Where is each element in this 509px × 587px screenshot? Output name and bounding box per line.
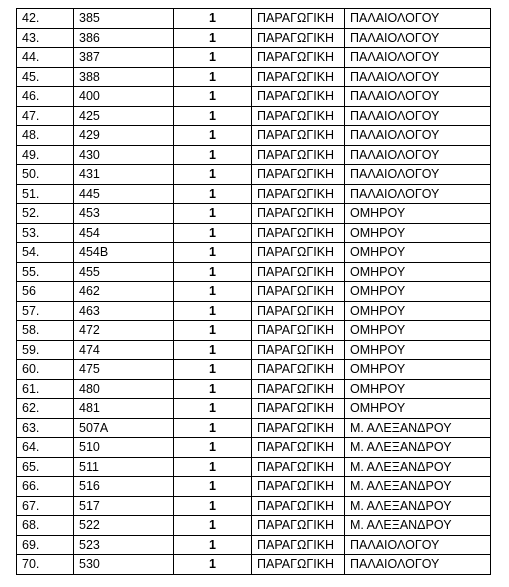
property-code-cell: 516 <box>74 477 174 497</box>
count-cell: 1 <box>174 379 252 399</box>
property-code-cell: 510 <box>74 438 174 458</box>
street-cell: ΠΑΛΑΙΟΛΟΓΟΥ <box>345 145 491 165</box>
table-row <box>17 282 491 302</box>
table-row <box>17 165 491 185</box>
table-row <box>17 87 491 107</box>
property-code-cell: 522 <box>74 516 174 536</box>
table-row <box>17 223 491 243</box>
use-type-cell: ΠΑΡΑΓΩΓΙΚΗ <box>252 340 345 360</box>
street-cell: ΠΑΛΑΙΟΛΟΓΟΥ <box>345 106 491 126</box>
count-cell: 1 <box>174 438 252 458</box>
street-cell: ΟΜΗΡΟΥ <box>345 223 491 243</box>
row-number-cell: 57. <box>17 301 74 321</box>
row-number-cell: 48. <box>17 126 74 146</box>
count-cell: 1 <box>174 516 252 536</box>
street-cell: ΠΑΛΑΙΟΛΟΓΟΥ <box>345 555 491 575</box>
table-row <box>17 48 491 68</box>
count-cell: 1 <box>174 457 252 477</box>
property-code-cell: 454Β <box>74 243 174 263</box>
row-number-cell: 60. <box>17 360 74 380</box>
table-row <box>17 418 491 438</box>
row-number-cell: 42. <box>17 9 74 29</box>
count-cell: 1 <box>174 165 252 185</box>
count-cell: 1 <box>174 243 252 263</box>
table-row <box>17 321 491 341</box>
use-type-cell: ΠΑΡΑΓΩΓΙΚΗ <box>252 67 345 87</box>
use-type-cell: ΠΑΡΑΓΩΓΙΚΗ <box>252 9 345 29</box>
street-cell: ΟΜΗΡΟΥ <box>345 340 491 360</box>
street-cell: Μ. ΑΛΕΞΑΝΔΡΟΥ <box>345 477 491 497</box>
row-number-cell: 51. <box>17 184 74 204</box>
street-cell: Μ. ΑΛΕΞΑΝΔΡΟΥ <box>345 418 491 438</box>
property-code-cell: 388 <box>74 67 174 87</box>
table-row <box>17 360 491 380</box>
row-number-cell: 50. <box>17 165 74 185</box>
property-code-cell: 386 <box>74 28 174 48</box>
table-row <box>17 28 491 48</box>
street-cell: ΟΜΗΡΟΥ <box>345 301 491 321</box>
use-type-cell: ΠΑΡΑΓΩΓΙΚΗ <box>252 301 345 321</box>
count-cell: 1 <box>174 48 252 68</box>
use-type-cell: ΠΑΡΑΓΩΓΙΚΗ <box>252 126 345 146</box>
street-cell: ΟΜΗΡΟΥ <box>345 262 491 282</box>
row-number-cell: 54. <box>17 243 74 263</box>
street-cell: ΠΑΛΑΙΟΛΟΓΟΥ <box>345 126 491 146</box>
row-number-cell: 44. <box>17 48 74 68</box>
row-number-cell: 52. <box>17 204 74 224</box>
count-cell: 1 <box>174 204 252 224</box>
use-type-cell: ΠΑΡΑΓΩΓΙΚΗ <box>252 87 345 107</box>
street-cell: ΟΜΗΡΟΥ <box>345 321 491 341</box>
document-table <box>16 8 491 575</box>
street-cell: ΠΑΛΑΙΟΛΟΓΟΥ <box>345 9 491 29</box>
property-code-cell: 453 <box>74 204 174 224</box>
table-row <box>17 379 491 399</box>
street-cell: ΟΜΗΡΟΥ <box>345 379 491 399</box>
table-body <box>17 9 491 575</box>
row-number-cell: 45. <box>17 67 74 87</box>
count-cell: 1 <box>174 399 252 419</box>
use-type-cell: ΠΑΡΑΓΩΓΙΚΗ <box>252 28 345 48</box>
use-type-cell: ΠΑΡΑΓΩΓΙΚΗ <box>252 184 345 204</box>
property-code-cell: 463 <box>74 301 174 321</box>
street-cell: ΟΜΗΡΟΥ <box>345 282 491 302</box>
table-row <box>17 145 491 165</box>
row-number-cell: 56 <box>17 282 74 302</box>
property-code-cell: 481 <box>74 399 174 419</box>
use-type-cell: ΠΑΡΑΓΩΓΙΚΗ <box>252 145 345 165</box>
property-code-cell: 431 <box>74 165 174 185</box>
use-type-cell: ΠΑΡΑΓΩΓΙΚΗ <box>252 262 345 282</box>
use-type-cell: ΠΑΡΑΓΩΓΙΚΗ <box>252 555 345 575</box>
use-type-cell: ΠΑΡΑΓΩΓΙΚΗ <box>252 399 345 419</box>
table-row <box>17 106 491 126</box>
property-code-cell: 429 <box>74 126 174 146</box>
table-row <box>17 262 491 282</box>
table-row <box>17 301 491 321</box>
property-code-cell: 385 <box>74 9 174 29</box>
table-row <box>17 516 491 536</box>
use-type-cell: ΠΑΡΑΓΩΓΙΚΗ <box>252 204 345 224</box>
property-code-cell: 511 <box>74 457 174 477</box>
count-cell: 1 <box>174 301 252 321</box>
use-type-cell: ΠΑΡΑΓΩΓΙΚΗ <box>252 418 345 438</box>
count-cell: 1 <box>174 126 252 146</box>
table-row <box>17 496 491 516</box>
count-cell: 1 <box>174 67 252 87</box>
count-cell: 1 <box>174 223 252 243</box>
property-code-cell: 454 <box>74 223 174 243</box>
count-cell: 1 <box>174 28 252 48</box>
table-row <box>17 243 491 263</box>
street-cell: ΠΑΛΑΙΟΛΟΓΟΥ <box>345 67 491 87</box>
street-cell: ΟΜΗΡΟΥ <box>345 399 491 419</box>
table-row <box>17 340 491 360</box>
property-code-cell: 387 <box>74 48 174 68</box>
row-number-cell: 64. <box>17 438 74 458</box>
row-number-cell: 63. <box>17 418 74 438</box>
property-code-cell: 517 <box>74 496 174 516</box>
count-cell: 1 <box>174 282 252 302</box>
street-cell: ΠΑΛΑΙΟΛΟΓΟΥ <box>345 535 491 555</box>
use-type-cell: ΠΑΡΑΓΩΓΙΚΗ <box>252 243 345 263</box>
row-number-cell: 55. <box>17 262 74 282</box>
property-code-cell: 523 <box>74 535 174 555</box>
count-cell: 1 <box>174 555 252 575</box>
row-number-cell: 69. <box>17 535 74 555</box>
count-cell: 1 <box>174 477 252 497</box>
table-row <box>17 477 491 497</box>
property-code-cell: 475 <box>74 360 174 380</box>
use-type-cell: ΠΑΡΑΓΩΓΙΚΗ <box>252 457 345 477</box>
property-code-cell: 400 <box>74 87 174 107</box>
row-number-cell: 66. <box>17 477 74 497</box>
count-cell: 1 <box>174 106 252 126</box>
count-cell: 1 <box>174 535 252 555</box>
property-code-cell: 445 <box>74 184 174 204</box>
table-row <box>17 457 491 477</box>
property-code-cell: 472 <box>74 321 174 341</box>
count-cell: 1 <box>174 340 252 360</box>
use-type-cell: ΠΑΡΑΓΩΓΙΚΗ <box>252 477 345 497</box>
street-cell: ΠΑΛΑΙΟΛΟΓΟΥ <box>345 87 491 107</box>
use-type-cell: ΠΑΡΑΓΩΓΙΚΗ <box>252 48 345 68</box>
count-cell: 1 <box>174 9 252 29</box>
row-number-cell: 49. <box>17 145 74 165</box>
use-type-cell: ΠΑΡΑΓΩΓΙΚΗ <box>252 535 345 555</box>
count-cell: 1 <box>174 496 252 516</box>
use-type-cell: ΠΑΡΑΓΩΓΙΚΗ <box>252 106 345 126</box>
street-cell: ΠΑΛΑΙΟΛΟΓΟΥ <box>345 165 491 185</box>
use-type-cell: ΠΑΡΑΓΩΓΙΚΗ <box>252 282 345 302</box>
row-number-cell: 47. <box>17 106 74 126</box>
row-number-cell: 68. <box>17 516 74 536</box>
row-number-cell: 53. <box>17 223 74 243</box>
street-cell: ΠΑΛΑΙΟΛΟΓΟΥ <box>345 48 491 68</box>
row-number-cell: 70. <box>17 555 74 575</box>
property-code-cell: 462 <box>74 282 174 302</box>
row-number-cell: 46. <box>17 87 74 107</box>
use-type-cell: ΠΑΡΑΓΩΓΙΚΗ <box>252 379 345 399</box>
count-cell: 1 <box>174 184 252 204</box>
use-type-cell: ΠΑΡΑΓΩΓΙΚΗ <box>252 223 345 243</box>
table-row <box>17 9 491 29</box>
table-row <box>17 126 491 146</box>
row-number-cell: 59. <box>17 340 74 360</box>
row-number-cell: 65. <box>17 457 74 477</box>
use-type-cell: ΠΑΡΑΓΩΓΙΚΗ <box>252 496 345 516</box>
count-cell: 1 <box>174 87 252 107</box>
street-cell: ΠΑΛΑΙΟΛΟΓΟΥ <box>345 184 491 204</box>
use-type-cell: ΠΑΡΑΓΩΓΙΚΗ <box>252 321 345 341</box>
use-type-cell: ΠΑΡΑΓΩΓΙΚΗ <box>252 165 345 185</box>
count-cell: 1 <box>174 262 252 282</box>
table-row <box>17 184 491 204</box>
street-cell: ΟΜΗΡΟΥ <box>345 204 491 224</box>
street-cell: Μ. ΑΛΕΞΑΝΔΡΟΥ <box>345 516 491 536</box>
property-code-cell: 425 <box>74 106 174 126</box>
use-type-cell: ΠΑΡΑΓΩΓΙΚΗ <box>252 516 345 536</box>
street-cell: ΠΑΛΑΙΟΛΟΓΟΥ <box>345 28 491 48</box>
property-code-cell: 474 <box>74 340 174 360</box>
count-cell: 1 <box>174 418 252 438</box>
street-cell: ΟΜΗΡΟΥ <box>345 360 491 380</box>
table-row <box>17 399 491 419</box>
count-cell: 1 <box>174 145 252 165</box>
street-cell: Μ. ΑΛΕΞΑΝΔΡΟΥ <box>345 457 491 477</box>
property-code-cell: 480 <box>74 379 174 399</box>
table-row <box>17 204 491 224</box>
use-type-cell: ΠΑΡΑΓΩΓΙΚΗ <box>252 360 345 380</box>
use-type-cell: ΠΑΡΑΓΩΓΙΚΗ <box>252 438 345 458</box>
table-row <box>17 67 491 87</box>
row-number-cell: 61. <box>17 379 74 399</box>
property-code-cell: 530 <box>74 555 174 575</box>
count-cell: 1 <box>174 321 252 341</box>
count-cell: 1 <box>174 360 252 380</box>
table-row <box>17 535 491 555</box>
property-code-cell: 507Α <box>74 418 174 438</box>
table-row <box>17 555 491 575</box>
row-number-cell: 43. <box>17 28 74 48</box>
property-code-cell: 430 <box>74 145 174 165</box>
table-row <box>17 438 491 458</box>
row-number-cell: 58. <box>17 321 74 341</box>
row-number-cell: 62. <box>17 399 74 419</box>
street-cell: Μ. ΑΛΕΞΑΝΔΡΟΥ <box>345 496 491 516</box>
property-code-cell: 455 <box>74 262 174 282</box>
row-number-cell: 67. <box>17 496 74 516</box>
street-cell: ΟΜΗΡΟΥ <box>345 243 491 263</box>
street-cell: Μ. ΑΛΕΞΑΝΔΡΟΥ <box>345 438 491 458</box>
